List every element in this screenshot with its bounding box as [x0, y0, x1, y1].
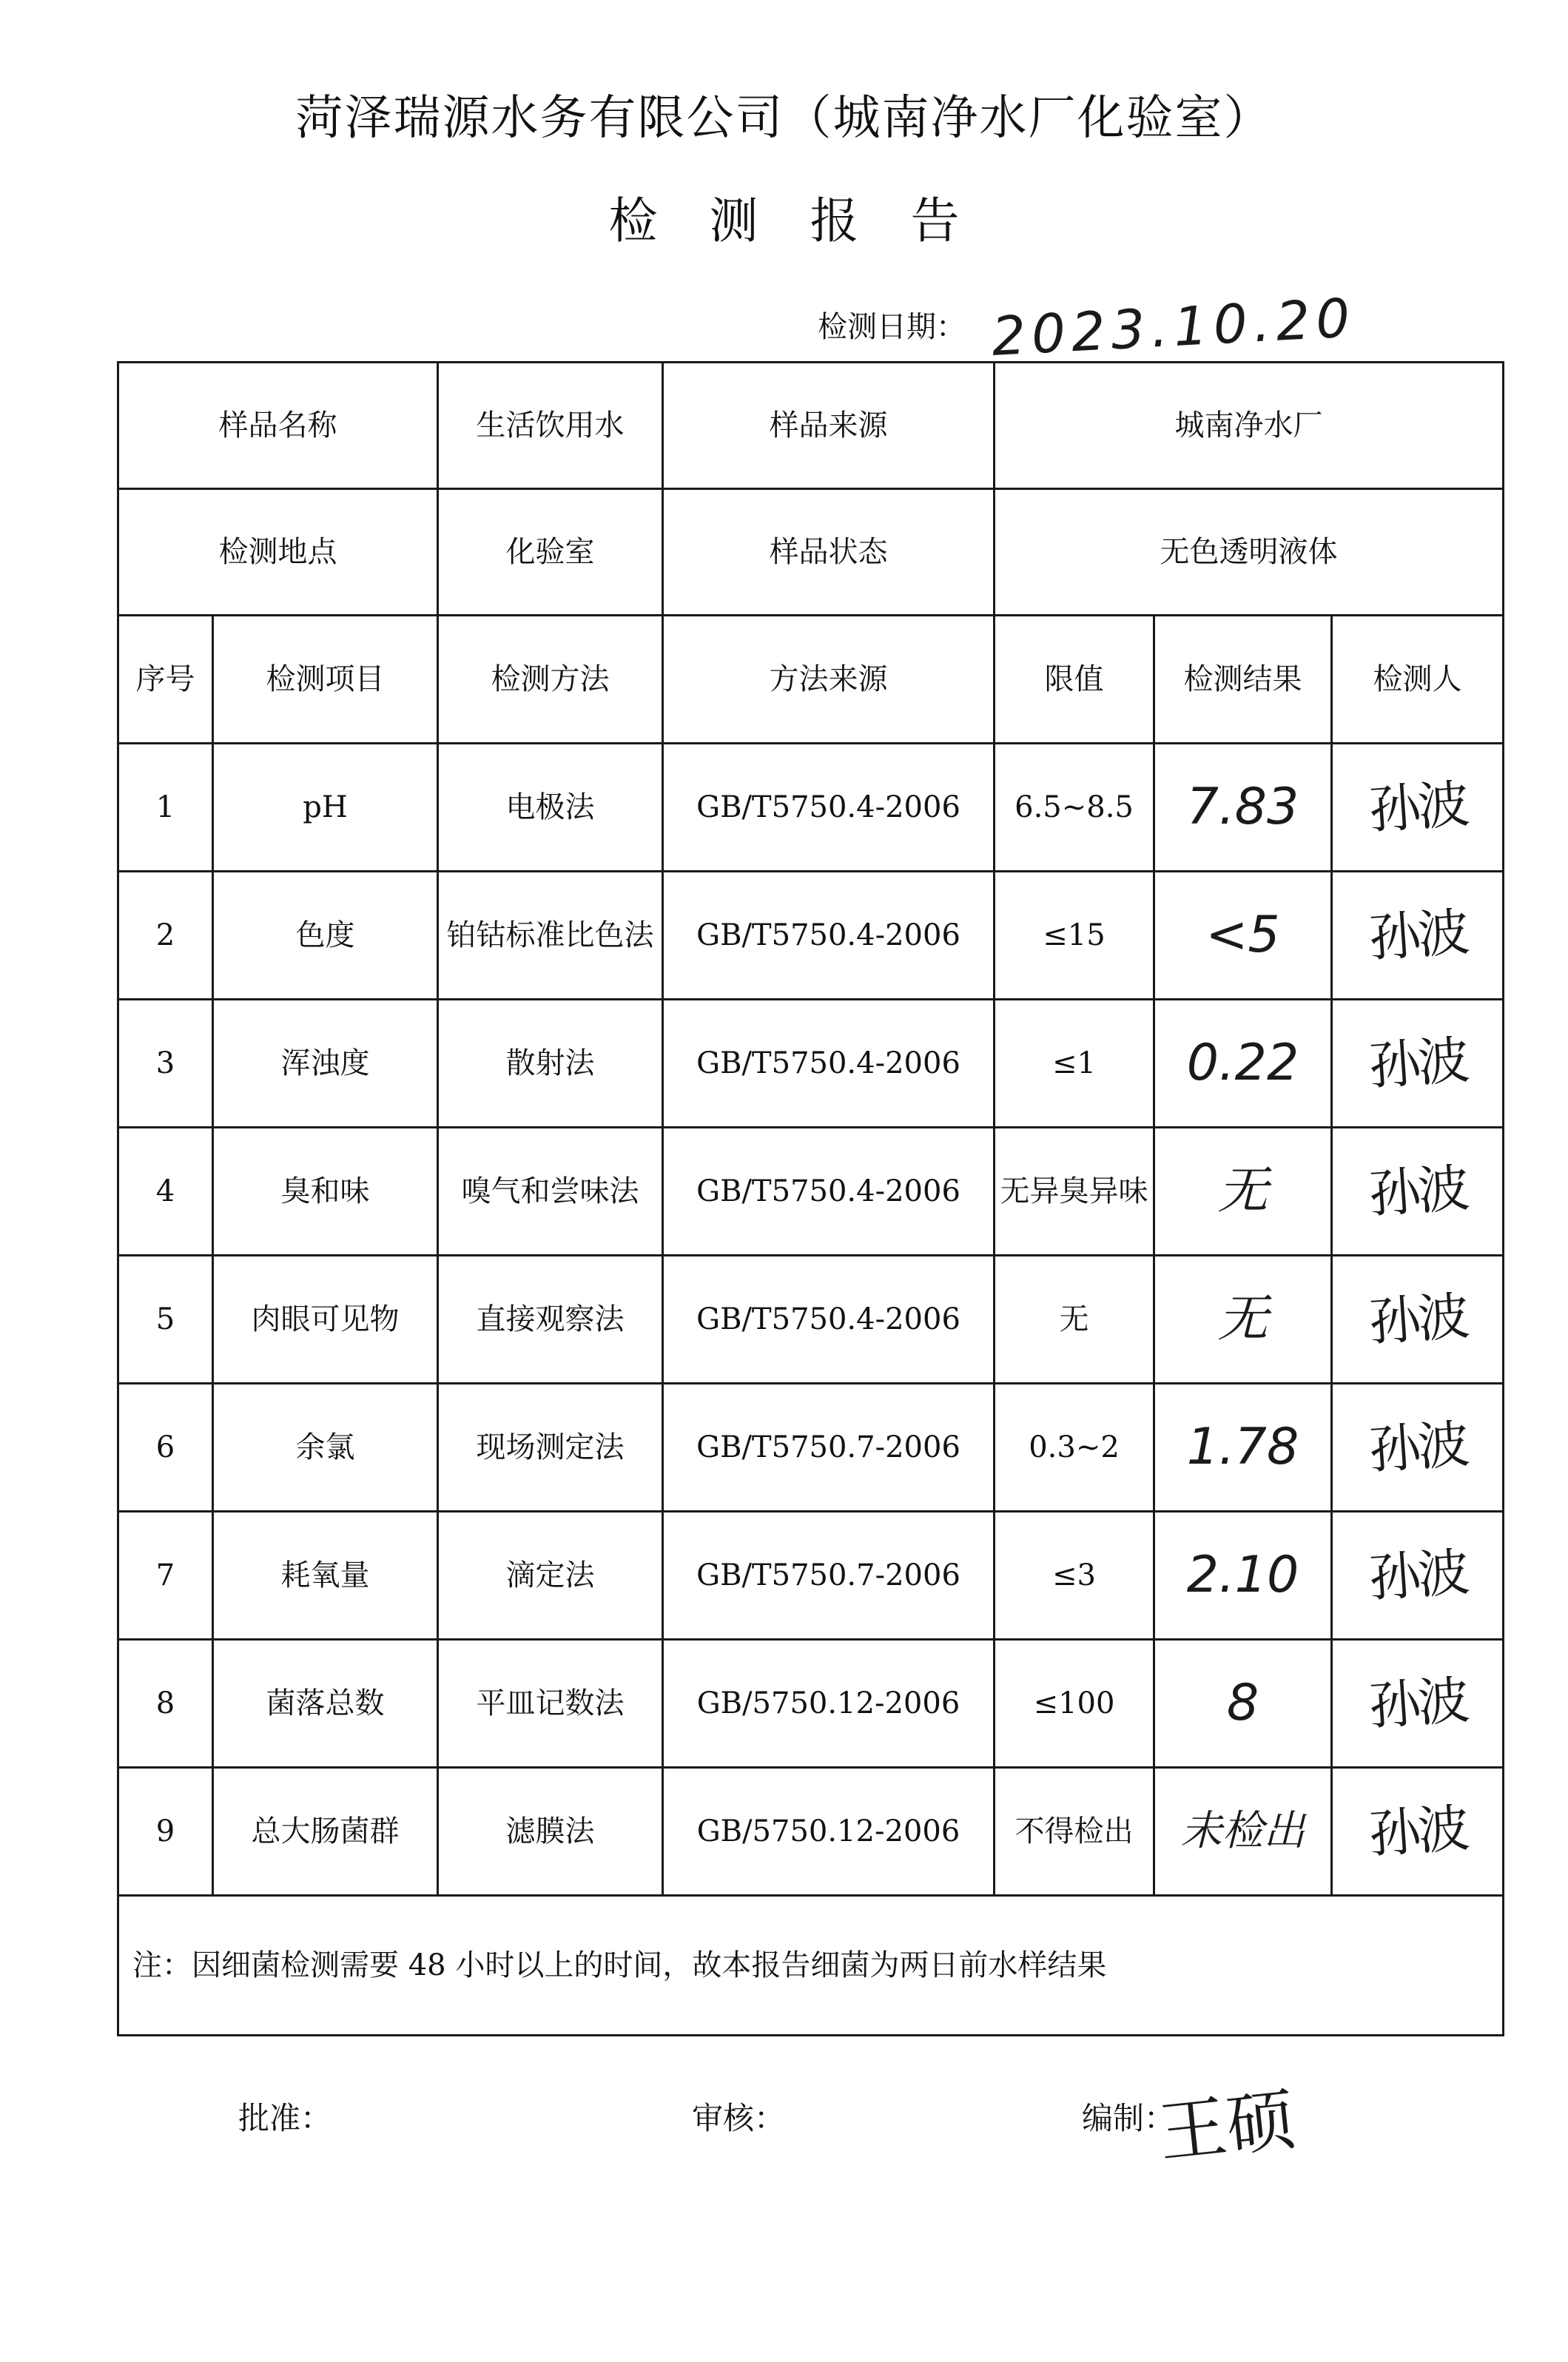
row-method: 平皿记数法 — [438, 1640, 663, 1768]
sample-name-label: 样品名称 — [118, 363, 438, 489]
row-no: 3 — [118, 1000, 213, 1128]
handwritten-result: 未检出 — [1180, 1807, 1305, 1856]
col-header-source: 方法来源 — [663, 616, 995, 744]
report-title: 菏泽瑞源水务有限公司（城南净水厂化验室） — [295, 91, 1273, 146]
row-result — [1154, 1384, 1332, 1512]
handwritten-result: 2.10 — [1186, 1546, 1299, 1605]
date-value: 2023.10.20 — [990, 286, 1358, 368]
col-header-no: 序号 — [118, 616, 213, 744]
row-no: 6 — [118, 1384, 213, 1512]
table-row — [118, 1128, 1504, 1256]
row-tester — [1332, 1256, 1504, 1384]
row-result — [1154, 1256, 1332, 1384]
table-row — [118, 1000, 1504, 1128]
row-limit: 0.3~2 — [995, 1384, 1154, 1512]
row-item: 菌落总数 — [213, 1640, 438, 1768]
handwritten-result: 7.83 — [1186, 778, 1299, 837]
row-item: pH — [213, 744, 438, 872]
row-no: 8 — [118, 1640, 213, 1768]
tester-signature: 孙波 — [1366, 1029, 1469, 1097]
row-source: GB/T5750.4-2006 — [663, 1256, 995, 1384]
row-no: 7 — [118, 1512, 213, 1640]
handwritten-result: <5 — [1205, 906, 1280, 965]
row-source: GB/T5750.4-2006 — [663, 872, 995, 1000]
row-no: 2 — [118, 872, 213, 1000]
table-row — [118, 1768, 1504, 1896]
row-result — [1154, 872, 1332, 1000]
info-row-location — [118, 489, 1504, 616]
row-result — [1154, 1768, 1332, 1896]
sample-source-value: 城南净水厂 — [995, 363, 1504, 489]
date-label: 检测日期： — [818, 310, 966, 344]
tester-signature: 孙波 — [1366, 1285, 1469, 1353]
row-method: 现场测定法 — [438, 1384, 663, 1512]
tester-signature: 孙波 — [1366, 1413, 1469, 1481]
sample-source-label: 样品来源 — [663, 363, 995, 489]
col-header-result: 检测结果 — [1154, 616, 1332, 744]
row-limit: ≤1 — [995, 1000, 1154, 1128]
row-source: GB/T5750.4-2006 — [663, 1128, 995, 1256]
row-item: 余氯 — [213, 1384, 438, 1512]
approve-label: 批准： — [238, 2100, 332, 2136]
row-source: GB/T5750.4-2006 — [663, 1000, 995, 1128]
row-no: 5 — [118, 1256, 213, 1384]
row-method: 嗅气和尝味法 — [438, 1128, 663, 1256]
row-source: GB/T5750.7-2006 — [663, 1384, 995, 1512]
table-row — [118, 1256, 1504, 1384]
row-limit: ≤100 — [995, 1640, 1154, 1768]
row-limit: 无 — [995, 1256, 1154, 1384]
handwritten-result: 无 — [1217, 1162, 1268, 1221]
compile-label: 编制： — [1082, 2100, 1176, 2136]
row-result — [1154, 1512, 1332, 1640]
handwritten-result: 1.78 — [1186, 1418, 1299, 1477]
tester-signature: 孙波 — [1366, 1669, 1469, 1737]
row-limit: ≤15 — [995, 872, 1154, 1000]
compiler-signature: 王硕 — [1154, 2079, 1299, 2173]
review-label: 审核： — [692, 2100, 786, 2136]
report-subtitle: 检测报告 — [608, 192, 1012, 249]
col-header-method: 检测方法 — [438, 616, 663, 744]
row-tester — [1332, 1000, 1504, 1128]
row-tester — [1332, 1640, 1504, 1768]
table-row — [118, 872, 1504, 1000]
column-header-row — [118, 616, 1504, 744]
row-limit: 6.5~8.5 — [995, 744, 1154, 872]
sample-state-label: 样品状态 — [663, 489, 995, 616]
row-item: 肉眼可见物 — [213, 1256, 438, 1384]
note-row — [118, 1896, 1504, 2036]
row-result — [1154, 1640, 1332, 1768]
sample-name-value: 生活饮用水 — [438, 363, 663, 489]
report-table — [117, 361, 1504, 2036]
row-item: 臭和味 — [213, 1128, 438, 1256]
row-source: GB/T5750.4-2006 — [663, 744, 995, 872]
row-item: 色度 — [213, 872, 438, 1000]
col-header-limit: 限值 — [995, 616, 1154, 744]
row-item: 浑浊度 — [213, 1000, 438, 1128]
row-no: 4 — [118, 1128, 213, 1256]
tester-signature: 孙波 — [1366, 1541, 1469, 1609]
row-source: GB/5750.12-2006 — [663, 1640, 995, 1768]
row-tester — [1332, 1384, 1504, 1512]
test-location-value: 化验室 — [438, 489, 663, 616]
row-tester — [1332, 1128, 1504, 1256]
col-header-item: 检测项目 — [213, 616, 438, 744]
row-method: 散射法 — [438, 1000, 663, 1128]
row-method: 铂钴标准比色法 — [438, 872, 663, 1000]
row-limit: ≤3 — [995, 1512, 1154, 1640]
row-item: 总大肠菌群 — [213, 1768, 438, 1896]
test-location-label: 检测地点 — [118, 489, 438, 616]
row-item: 耗氧量 — [213, 1512, 438, 1640]
row-result — [1154, 1128, 1332, 1256]
note-text: 注：因细菌检测需要 48 小时以上的时间，故本报告细菌为两日前水样结果 — [118, 1896, 1504, 2036]
handwritten-result: 8 — [1226, 1674, 1259, 1733]
row-no: 9 — [118, 1768, 213, 1896]
row-result — [1154, 1000, 1332, 1128]
table-row — [118, 1640, 1504, 1768]
table-row — [118, 1512, 1504, 1640]
row-tester — [1332, 1512, 1504, 1640]
tester-signature: 孙波 — [1366, 773, 1469, 841]
table-row — [118, 744, 1504, 872]
row-limit: 无异臭异味 — [995, 1128, 1154, 1256]
row-source: GB/T5750.7-2006 — [663, 1512, 995, 1640]
handwritten-result: 无 — [1217, 1290, 1268, 1349]
row-result — [1154, 744, 1332, 872]
sample-state-value: 无色透明液体 — [995, 489, 1504, 616]
row-tester — [1332, 1768, 1504, 1896]
row-source: GB/5750.12-2006 — [663, 1768, 995, 1896]
table-row — [118, 1384, 1504, 1512]
info-row-sample — [118, 363, 1504, 489]
col-header-tester: 检测人 — [1332, 616, 1504, 744]
tester-signature: 孙波 — [1366, 901, 1469, 969]
row-method: 直接观察法 — [438, 1256, 663, 1384]
row-tester — [1332, 744, 1504, 872]
handwritten-result: 0.22 — [1186, 1034, 1299, 1093]
tester-signature: 孙波 — [1366, 1797, 1469, 1865]
row-method: 滤膜法 — [438, 1768, 663, 1896]
row-tester — [1332, 872, 1504, 1000]
tester-signature: 孙波 — [1366, 1157, 1469, 1225]
row-method: 滴定法 — [438, 1512, 663, 1640]
row-method: 电极法 — [438, 744, 663, 872]
row-limit: 不得检出 — [995, 1768, 1154, 1896]
row-no: 1 — [118, 744, 213, 872]
